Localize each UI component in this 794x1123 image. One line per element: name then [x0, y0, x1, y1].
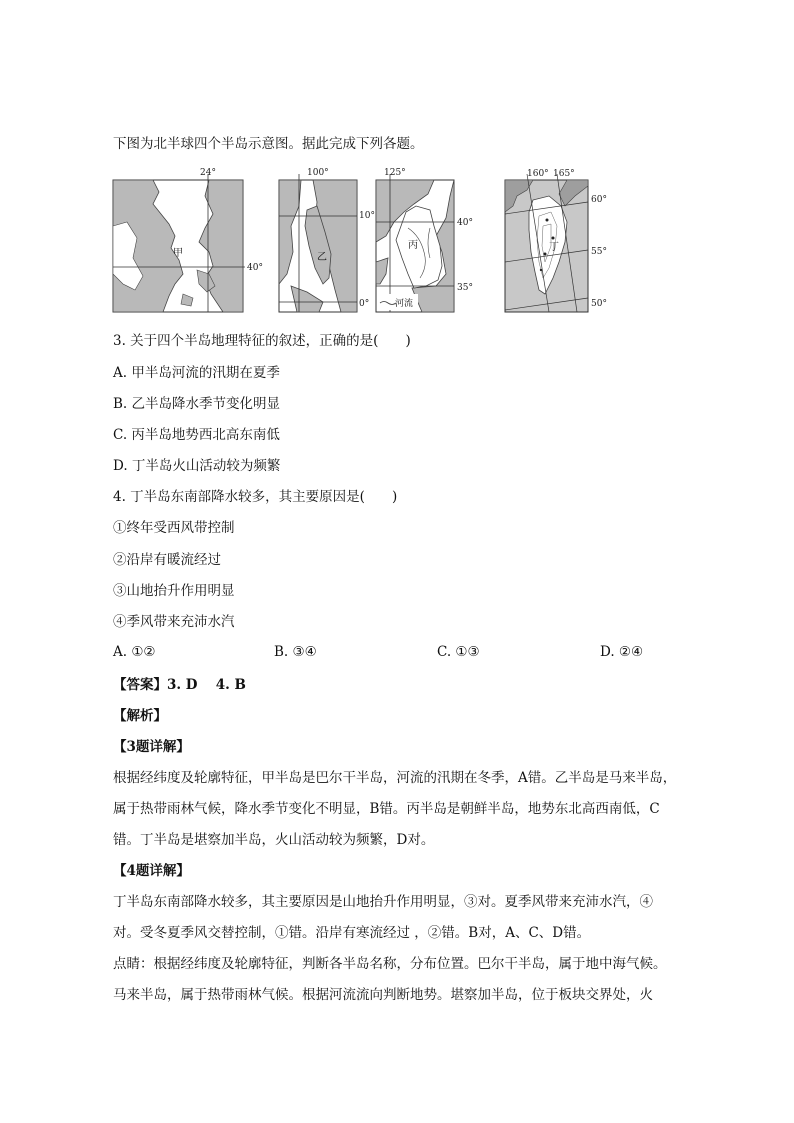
map-yi — [279, 166, 375, 314]
q4-detail-line-4: 马来半岛，属于热带雨林气候。根据河流流向判断地势。堪察加半岛，位于板块交界处，火 — [113, 987, 653, 1003]
map-bing-lon: 125° — [384, 168, 406, 178]
q3-option-c: C. 丙半岛地势西北高东南低 — [113, 427, 280, 443]
analysis-heading: 【解析】 — [113, 708, 167, 724]
q4-stem: 4. 丁半岛东南部降水较多，其主要原因是( ) — [113, 489, 398, 505]
map-jia — [113, 166, 263, 314]
map-ding-lat-2: 55° — [591, 247, 607, 257]
q4-item-1: ①终年受西风带控制 — [113, 520, 235, 536]
q4-item-2: ②沿岸有暖流经过 — [113, 552, 221, 568]
q4-item-3: ③山地抬升作用明显 — [113, 583, 235, 599]
q4-detail-line-3: 点睛：根据经纬度及轮廓特征，判断各半岛名称，分布位置。巴尔干半岛，属于地中海气候。 — [113, 956, 667, 972]
map-bing-lat-2: 35° — [457, 283, 473, 293]
map-ding-lon-2: 165° — [553, 169, 575, 179]
map-ding — [505, 166, 607, 314]
q4-detail-heading: 【4题详解】 — [113, 863, 190, 879]
map-bing — [376, 166, 473, 314]
answer-line: 【答案】3. D 4. B — [113, 677, 246, 693]
map-ding-lon-1: 160° — [527, 169, 549, 179]
q4-detail-line-1: 丁半岛东南部降水较多，其主要原因是山地抬升作用明显，③对。夏季风带来充沛水汽，④ — [113, 894, 653, 910]
q4-options — [113, 644, 653, 664]
q3-detail-heading: 【3题详解】 — [113, 739, 190, 755]
q4-item-4: ④季风带来充沛水汽 — [113, 614, 235, 630]
map-yi-name: 乙 — [317, 252, 327, 263]
map-ding-lat-3: 50° — [591, 299, 607, 309]
map-bing-lat-1: 40° — [457, 218, 473, 228]
q3-option-d: D. 丁半岛火山活动较为频繁 — [113, 458, 281, 474]
map-yi-lat-2: 0° — [359, 299, 370, 309]
q3-stem: 3. 关于四个半岛地理特征的叙述，正确的是( ) — [113, 333, 411, 349]
q3-detail-line-3: 错。丁半岛是堪察加半岛，火山活动较为频繁，D对。 — [113, 832, 435, 848]
map-bing-name: 丙 — [408, 240, 418, 251]
q4-option-c: C. ①③ — [437, 644, 480, 660]
q3-detail-line-1: 根据经纬度及轮廓特征，甲半岛是巴尔干半岛，河流的汛期在冬季，A错。乙半岛是马来半岛， — [113, 770, 677, 786]
q3-option-a: A. 甲半岛河流的汛期在夏季 — [113, 365, 280, 381]
map-ding-lat-1: 60° — [591, 195, 607, 205]
intro-text: 下图为北半球四个半岛示意图。据此完成下列各题。 — [113, 136, 424, 152]
q3-detail-line-2: 属于热带雨林气候，降水季节变化不明显，B错。丙半岛是朝鲜半岛，地势东北高西南低，C — [113, 801, 660, 817]
map-jia-name: 甲 — [173, 248, 183, 259]
q4-option-a: A. ①② — [113, 644, 156, 660]
q4-option-d: D. ②④ — [600, 644, 644, 660]
map-ding-name: 丁 — [549, 242, 559, 253]
q3-option-b: B. 乙半岛降水季节变化明显 — [113, 396, 281, 412]
map-bing-legend: 河流 — [395, 299, 414, 309]
q4-detail-line-2: 对。受冬夏季风交替控制，①错。沿岸有寒流经过 ，②错。B对，A、C、D错。 — [113, 925, 591, 941]
map-jia-lat: 40° — [247, 263, 263, 273]
q4-option-b: B. ③④ — [274, 644, 317, 660]
map-jia-lon: 24° — [200, 168, 216, 178]
map-yi-lat-1: 10° — [359, 211, 375, 221]
map-yi-lon: 100° — [307, 168, 329, 178]
